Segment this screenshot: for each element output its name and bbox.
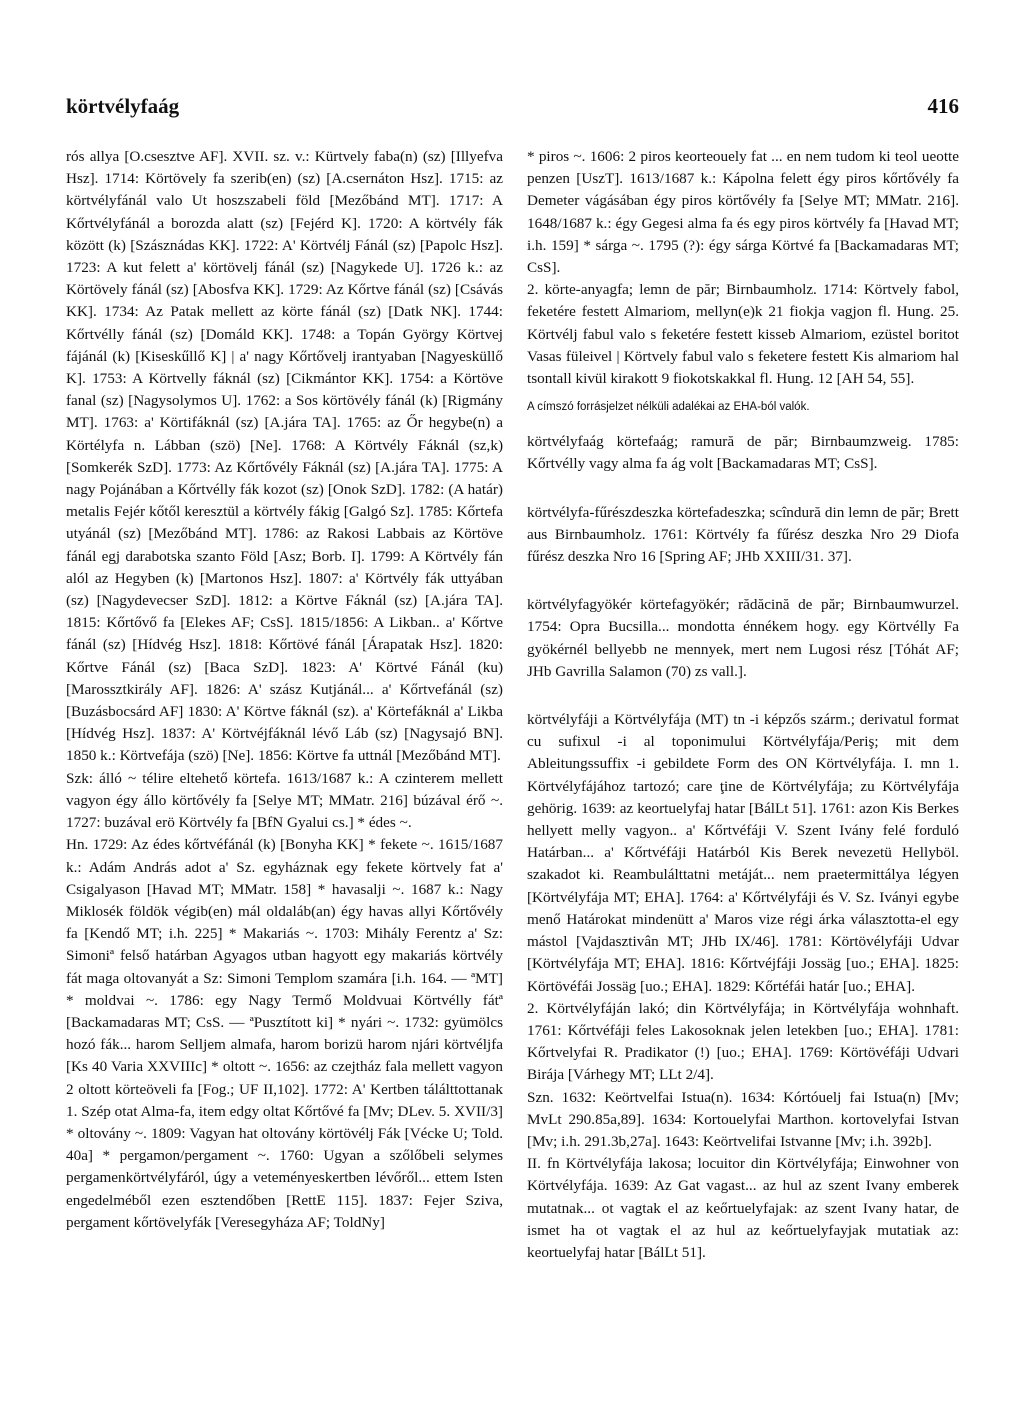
- left-column: [66, 146, 503, 1234]
- page-number: 416: [927, 94, 959, 118]
- page-header: [66, 94, 959, 120]
- entry-korvelyfaji-sense-2: 2. Körtvélyfáján lakó; din Körtvélyfája; in Körtvélyfája wohnhaft. 1761: Kőrtvéfáji feles Lakosoknak jelen letekben [uo.; EHA]. 1781: Kőrtvelyfai R. Pradikator (!) [uo.; EHA]. 1769: Körtövéfáji Udvari Birája [Várhegy MT; LLt 2/4].: [527, 999, 959, 1084]
- entry-piros-paragraph: * piros ~. 1606: 2 piros keorteouely fat ... en nem tudom ki teol ueotte penzen [UszT]. 1613/1687 k.: Kápolna felett égy piros kőrtővély fa Demeter vágásában égy piros körtővély fa [Selye MT; MMatr. 216]. 1648/1687 k.: égy Gegesi alma fa és egy piros körtvély fa [Havad MT; i.h. 159] * sárga ~. 1795 (?): égy sárga Körtvé fa [Backamadaras MT; CsS].: [527, 148, 959, 277]
- entry-korvelyfaji-fn: II. fn Körtvélyfája lakosa; locuitor din Körtvélyfája; Einwohner von Körtvélyfája. 1639: Az Gat vagast... az hul az szent Ivany emberek mutatnak... ot vagtak el az keőrtuelyfajak: az szent Ivany hatar, de ismet ha ot vagtak el az hul az keőrtuelyfayjak mutatiak az: keortuelyfaj hatar [BálLt 51].: [527, 1155, 959, 1261]
- entry-korvelyfaji-szn: Szn. 1632: Keörtvelfai Istua(n). 1634: Kórtóuelj fai Istua(n) [Mv; MvLt 290.85a,89]. 1634: Kortouelyfai Marthon. kortovelyfai Istvan [Mv; i.h. 291.3b,27a]. 1643: Keörtvelifai Istvanne [Mv; i.h. 392b].: [527, 1088, 959, 1150]
- header-headword: körtvélyfaág: [66, 94, 180, 118]
- entry-continuation: rós allya [O.csesztve AF]. XVII. sz. v.: Kürtvely faba(n) (sz) [Illyefva Hsz]. 1714: Körtövely fa szerib(en) (sz) [A.csernáton Hsz]. 1715: az körtvélyfánál valo Ut hoszszabeli föld [Mezőbánd MT]. 1717: A Kőrtvélyfánál a borozda alatt (sz) [Fejérd K]. 1720: A körtvély fák között (k) [Szásznádas KK]. 1722: A' Körtvélj Fánál (sz) [Papolc Hsz]. 1723: A kut felett a' körtövelj fánál (sz) [Nagykede U]. 1726 k.: az Körtövely fánál (sz) [Abosfva KK]. 1729: Az Kőrtve fánál (sz) [Csávás KK]. 1734: Az Patak mellett az körte fánál (sz) [Datk NK]. 1744: Kőrtvélly fánál (sz) [Domáld KK]. 1748: a Topán György Körtvej fájánál (k) [Kiseskűllő K] | a' nagy Kőrtővelj irantyaban [Nagyesküllő K]. 1753: A Körtvelly fáknál (sz) [Cikmántor KK]. 1754: a Körtöve fanal (sz) [Nagysolymos U]. 1762: a Sos körtövély fánál (k) [Rigmány MT]. 1763: a' Körtifáknál (sz) [A.jára TA]. 1765: az Őr hegybe(n) a Körtélyfa n. Lábban (szö) [Ne]. 1768: A Körtvély Fáknál (sz,k) [Somkerék SzD]. 1773: Az Kőrtővély Fáknál (sz) [A.jára TA]. 1775: A nagy Pojánában a Kőrtvélly fák kozot (sz) [Onok SzD]. 1782: (A határ) metalis Fejér kőtől keresztül a körtvély fákig [Galgó Sz]. 1785: Kőrtefa utyánál (sz) [Mezőbánd MT]. 1786: az Rakosi Labbais az Körtöve fánál egj darabotska szanto Föld [Asz; Borb. I]. 1799: A Körtvély fán alól az Hegyben (k) [Martonos Hsz]. 1807: a' Körtvély fák uttyában (sz) [Nagydevecser SzD]. 1812: a Körtve Fáknál (sz) [A.jára TA]. 1815: Kőrtővő fa [Elekes AF; CsS]. 1815/1856: A Likban.. a' Kőrtve fánál (sz) [Hídvég Hsz]. 1818: Kőrtövé fánál [Árapatak Hsz]. 1820: Kőrtve Fánál (sz) [Baca SzD]. 1823: A' Körtvé Fánál (ku) [Marossztkirály AF]. 1826: A' szász Kutjánál... a' Kőrtvefánál (sz) [Buzásbocsárd AF] 1830: A' Körtve fáknál (sz). a' Körtefáknál a' Likba [Hídvég Hsz]. 1837: A' Körtvéjfáknál lévő Láb (sz) [Nagysajó BN]. 1850 k.: Körtvefája (szö) [Ne]. 1856: Körtve fa uttnál [Mezőbánd MT].: [66, 148, 503, 765]
- entry-korvelyfaag: körtvélyfaág körtefaág; ramură de păr; Birnbaumzweig. 1785: Kőrtvélly vagy alma fa ág volt [Backamadaras MT; CsS].: [527, 433, 959, 473]
- entry-korvelyfaji: körtvélyfáji a Körtvélyfája (MT) tn -i képzős szárm.; derivatul format cu sufixul -i al toponimului Körtvélyfája/Periş; mit dem Ableitungssuffix -i gebildete Form des ON Körtvélyfája. I. mn 1. Körtvélyfájához tartozó; care ţine de Körtvélyfája; zu Körtvélyfája gehörig. 1639: az keortuelyfaj hatar [BálLt 51]. 1761: azon Kis Berkes hellyett melly vagyon.. a' Kőrtvéfáji V. Szent Ivány felé forduló Határban... a' Kőrtvéfáji Határból Kis Berek nevezetü Hellyböl. szakadot ki. Reambulálttatni metáját... nem praetermittálya légyen [Körtvélyfája MT; EHA]. 1764: a' Kőrtvélyfáji és V. Sz. Iványi egybe menő Határokat mindenütt a' Maros vize régi árka választotta-el egy mástol [Vajdasztivân MT; JHb IX/46]. 1781: Körtövélyfáji Udvar [Körtvélyfája MT; EHA]. 1816: Kőrtvéjfáji Jossäg [uo.; EHA]. 1825: Körtövéfái Jossäg [uo.; EHA]. 1829: Kőrtéfái határ [uo.; EHA].: [527, 711, 959, 995]
- source-note: A címszó forrásjelzet nélküli adalékai az EHA-ból valók.: [527, 401, 810, 414]
- right-column: [527, 146, 959, 1264]
- entry-sense-2-paragraph: 2. körte-anyagfa; lemn de păr; Birnbaumholz. 1714: Körtvely fabol, feketére festett Almariom, mellyn(e)k 21 fiokja vagjon fl. Hung. 25. Körtvélj fabul valo s feketére festett kisseb Almariom, ezüstel boritot Vasas füleivel | Körtvely fabul valo s feketere festett Kis almariom hal tsontall kivül kirakott 9 fiokotskakkal fl. Hung. 12 [AH 54, 55].: [527, 281, 959, 388]
- entry-hn-paragraph: Hn. 1729: Az édes kőrtvéfánál (k) [Bonyha KK] * fekete ~. 1615/1687 k.: Adám András adot a' Sz. egyháznak egy fekete körtvely fat a' Csigalyason [Havad MT; MMatr. 158] * havasalji ~. 1687 k.: Nagy Miklosék földök végib(en) mál oldaláb(an) égy havas allyi Kőrtővély fa [Kendő MT; i.h. 225] * Makariás ~. 1703: Mihály Ferentz a' Sz: Simoniª felső határban Agyagos utban hagyott egy makariás körtvély fát maga oltovanyát a Sz: Simoni Templom szamára [i.h. 164. — ªMT] * moldvai ~. 1786: egy Nagy Termő Moldvuai Körtvélly fátª [Backamadaras MT; CsS. — ªPusztított ki] * nyári ~. 1732: gyümölcs hozó fák... harom Selljem almafa, harom borizü harom njári körtvéljfa [Ks 40 Varia XXVIIIc] * oltott ~. 1656: az czejtház fala mellett vagyon 2 oltott körteöveli fa [Fog.; UF II,102]. 1772: A' Kertben tálálttottanak 1. Szép otat Alma-fa, item edgy oltat Kőrtővé fa [Mv; DLev. 5. XVII/3] * oltovány ~. 1809: Vagyan hat oltovány körtövélj Fák [Vécke U; Told. 40a] * pergamon/pergament ~. 1760: Ugyan a szőlőbeli selymes pergamenkörtvélyfáról, úgy a veteményeskertben lévőről... ettem Isten engedelméből ezen esztendőben [RettE 115]. 1837: Fejer Sziva, pergament kőrtövelyfák [Veresegyháza AF; ToldNy]: [66, 836, 503, 1231]
- entry-korvelyfagyoker: körtvélyfagyökér körtefagyökér; rădăcină de păr; Birnbaumwurzel. 1754: Opra Bucsilla... mondotta énnékem hogy. egy Körtvélly Fa gyökérnél bellyebb ne mennyek, mert nem Lugosi rész [Tóhát AF; JHb Gavrilla Salamon (70) zs vall.].: [527, 596, 959, 680]
- entry-korvelyfa-fureszdeszka: körtvélyfa-fűrészdeszka körtefadeszka; scîndură din lemn de păr; Brett aus Birnbaumholz. 1761: Körtvély fa fűrész deszka Nro 29 Diofa fűrész deszka Nro 16 [Spring AF; JHb XXIII/31. 37].: [527, 503, 959, 566]
- entry-szk-paragraph: Szk: álló ~ télire eltehető körtefa. 1613/1687 k.: A czinterem mellett vagyon égy állo körtővély fa [Selye MT; MMatr. 216] búzával érő ~. 1727: buzával erö Körtvély fa [BfN Gyalui cs.] * édes ~.: [66, 769, 503, 832]
